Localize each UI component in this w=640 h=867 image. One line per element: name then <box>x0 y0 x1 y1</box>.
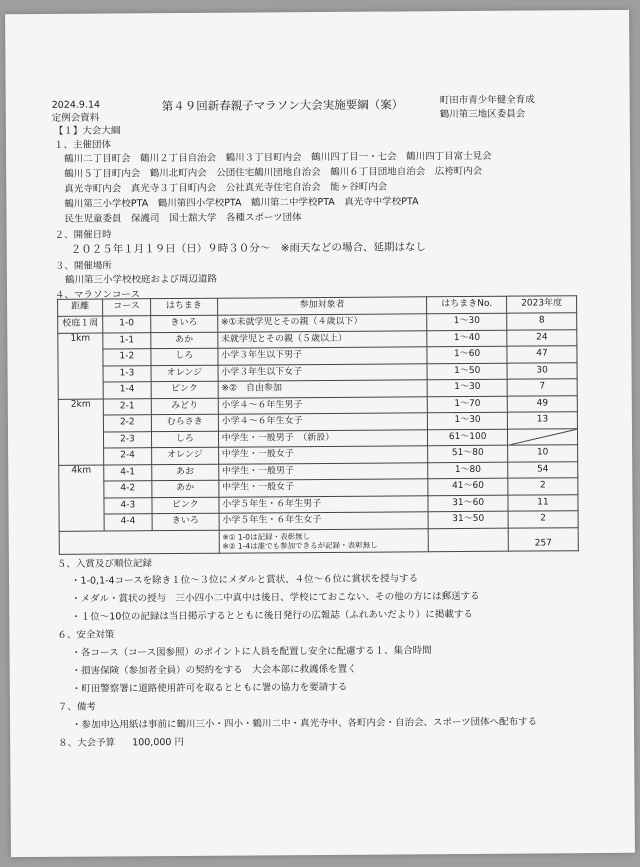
target-cell: ※①未就学児とその親（４歳以下） <box>217 314 427 332</box>
column-header: コース <box>102 299 150 316</box>
target-cell: 小学４～６年生男子 <box>218 396 428 414</box>
count-cell: 2 <box>508 511 578 528</box>
target-cell: 中学生・一般男子 <box>218 462 428 480</box>
host-line: 鶴川第三小学校PTA 鶴川第四小学校PTA 鶴川第二中学校PTA 真光寺中学校PTA <box>64 196 419 210</box>
host-line: 民生児童委員 保護司 国士舘大学 各種スポーツ団体 <box>64 212 302 225</box>
target-cell: 小学３年生以下男子 <box>218 347 428 365</box>
note-2: ※② 1-4は誰でも参加できるが記録・表彰無し <box>222 540 378 551</box>
budget-heading: ８、大会予算 <box>58 737 116 749</box>
band-number-cell: 61～100 <box>428 429 508 446</box>
target-cell: ※② 自由参加 <box>218 380 428 398</box>
band-cell: むらさき <box>151 414 218 431</box>
count-cell: 7 <box>507 379 577 396</box>
notes-blank-cell <box>428 528 508 552</box>
note-1: ※① 1-0は記録・表彰無し <box>222 531 311 542</box>
band-cell: しろ <box>151 431 218 448</box>
course-cell: 4-4 <box>104 514 152 531</box>
event-date: ２０２５年１月１９日（日）９時３０分～ ※雨天などの場合、延期はなし <box>70 241 427 256</box>
safety-bullet: ・各コース（コース図参照）のポイントに人員を配置し安全に配慮する１、集合時間 <box>71 645 432 659</box>
count-cell: 11 <box>508 494 578 511</box>
band-cell: きいろ <box>152 513 219 530</box>
count-cell: 54 <box>508 461 578 478</box>
diagonal-slash <box>508 429 577 445</box>
band-number-cell: 51～80 <box>428 445 508 462</box>
band-number-cell: 1～30 <box>428 412 508 429</box>
safety-bullet: ・損害保険（参加者全員）の契約をする 大会本部に救護係を置く <box>71 663 357 677</box>
remarks-bullet: ・参加申込用紙は事前に鶴川三小・四小・鶴川二中・真光寺中、各町内会・自治会、スポーツ団体へ配布する <box>71 716 538 731</box>
target-cell: 中学生・一般女子 <box>219 479 429 497</box>
target-cell: 中学生・一般男子 （新設） <box>218 429 428 447</box>
column-header: 距離 <box>58 299 103 316</box>
band-number-cell: 1～80 <box>428 462 508 479</box>
column-header: 参加対象者 <box>217 297 427 315</box>
count-cell: 49 <box>507 395 577 412</box>
document-title: 第４９回新春親子マラソン大会実施要綱（案） <box>161 97 404 114</box>
band-number-cell: 1～60 <box>427 346 507 363</box>
awards-bullet: ・メダル・賞状の授与 三小四小二中真中は後日、学校にておこない、その他の方には郵送する <box>71 590 480 605</box>
band-number-cell: 1～30 <box>427 313 507 330</box>
count-cell: 8 <box>507 313 577 330</box>
host-line: 鶴川５丁目町内会 鶴川北町内会 公団住宅鶴川団地自治会 鶴川６丁目団地自治会 広袴町内会 <box>64 165 483 180</box>
safety-bullet: ・町田警察署に道路使用許可を取るとともに署の協力を要請する <box>71 681 348 695</box>
column-header: はちまき <box>150 298 217 315</box>
document-date: 2024.9.14 <box>51 99 101 111</box>
course-cell: 1-3 <box>103 365 151 382</box>
target-cell: 小学３年生以下女子 <box>218 363 428 381</box>
distance-cell: 1km <box>58 333 103 399</box>
count-cell: 24 <box>507 329 577 346</box>
course-cell: 1-1 <box>103 332 151 349</box>
count-cell: 10 <box>508 445 578 462</box>
date-heading: ２、開催日時 <box>54 229 112 241</box>
course-cell: 4-2 <box>104 481 152 498</box>
band-cell: きいろ <box>151 315 218 332</box>
target-cell: 中学生・一般女子 <box>218 446 428 464</box>
band-cell: あか <box>152 480 219 497</box>
course-cell: 2-1 <box>103 398 151 415</box>
course-cell: 2-3 <box>103 431 151 448</box>
course-heading: ４、マラソンコース <box>54 289 141 301</box>
course-cell: 2-4 <box>104 448 152 465</box>
band-number-cell: 41～60 <box>428 478 508 495</box>
section-heading: 【１】大会大綱 <box>53 125 121 137</box>
course-cell: 1-2 <box>103 349 151 366</box>
venue-text: 鶴川第三小学校校庭および周辺道路 <box>64 273 217 286</box>
band-number-cell: 1～30 <box>427 379 507 396</box>
band-number-cell: 1～70 <box>427 396 507 413</box>
target-cell: 未就学児とその親（５歳以上） <box>217 330 427 348</box>
budget-amount: 100,000 円 <box>132 736 185 749</box>
count-cell: 13 <box>507 412 577 429</box>
band-cell: あか <box>151 332 218 349</box>
host-heading: １、主催団体 <box>53 139 112 151</box>
course-cell: 4-3 <box>104 497 152 514</box>
meeting-label: 定例会資料 <box>51 112 100 124</box>
course-cell: 4-1 <box>104 464 152 481</box>
count-cell-empty <box>508 428 578 445</box>
venue-heading: ３、開催場所 <box>54 260 112 272</box>
awards-bullet: ・１位～10位の記録は当日掲示するとともに後日発行の広報誌（ふれあいだより）に掲載する <box>71 608 473 623</box>
count-cell: 2 <box>508 478 578 495</box>
course-cell: 2-2 <box>103 415 151 432</box>
host-line: 真光寺町内会 真光寺３丁目町内会 公社真光寺住宅自治会 能ヶ谷町内会 <box>64 181 388 195</box>
course-cell: 1-0 <box>103 316 151 333</box>
awards-bullet: ・1-0,1-4コースを除き１位～３位にメダルと賞状、４位～６位に賞状を授与する <box>70 573 419 587</box>
awards-heading: ５、入賞及び順位記録 <box>56 558 152 570</box>
target-cell: 小学４～６年生女子 <box>218 413 428 431</box>
host-line: 鶴川二丁目町会 鶴川２丁目自治会 鶴川３丁目町内会 鶴川四丁目一・七会 鶴川四丁目富士見会 <box>64 150 492 165</box>
band-number-cell: 1～40 <box>427 330 507 347</box>
count-cell: 47 <box>507 346 577 363</box>
course-cell: 1-4 <box>103 382 151 399</box>
band-number-cell: 31～60 <box>428 495 508 512</box>
org-line-1: 町田市青少年健全育成 <box>439 94 535 107</box>
band-cell: あお <box>152 464 219 481</box>
distance-cell: 2km <box>58 399 103 465</box>
band-cell: しろ <box>151 348 218 365</box>
target-cell: 小学５年生・６年生男子 <box>219 495 429 513</box>
document-page <box>5 10 635 857</box>
notes-cell <box>219 528 429 552</box>
band-cell: ピンク <box>151 381 218 398</box>
distance-cell: 4km <box>59 465 104 531</box>
band-number-cell: 1～50 <box>427 363 507 380</box>
column-header: 2023年度 <box>507 296 577 313</box>
total-cell: 257 <box>508 527 578 550</box>
distance-cell: 校庭１周 <box>58 316 103 333</box>
table-notes-row <box>59 527 578 554</box>
notes-blank-cell <box>59 530 219 554</box>
column-header: はちまきNo. <box>427 296 507 314</box>
org-line-2: 鶴川第三地区委員会 <box>439 108 526 121</box>
remarks-heading: ７、備考 <box>57 701 96 713</box>
target-cell: 小学５年生・６年生女子 <box>219 512 429 530</box>
safety-heading: ６、安全対策 <box>57 629 115 641</box>
course-table <box>57 295 579 554</box>
band-cell: みどり <box>151 398 218 415</box>
band-cell: オレンジ <box>151 447 218 464</box>
band-cell: ピンク <box>152 497 219 514</box>
band-number-cell: 31～50 <box>428 511 508 528</box>
band-cell: オレンジ <box>151 365 218 382</box>
count-cell: 30 <box>507 362 577 379</box>
